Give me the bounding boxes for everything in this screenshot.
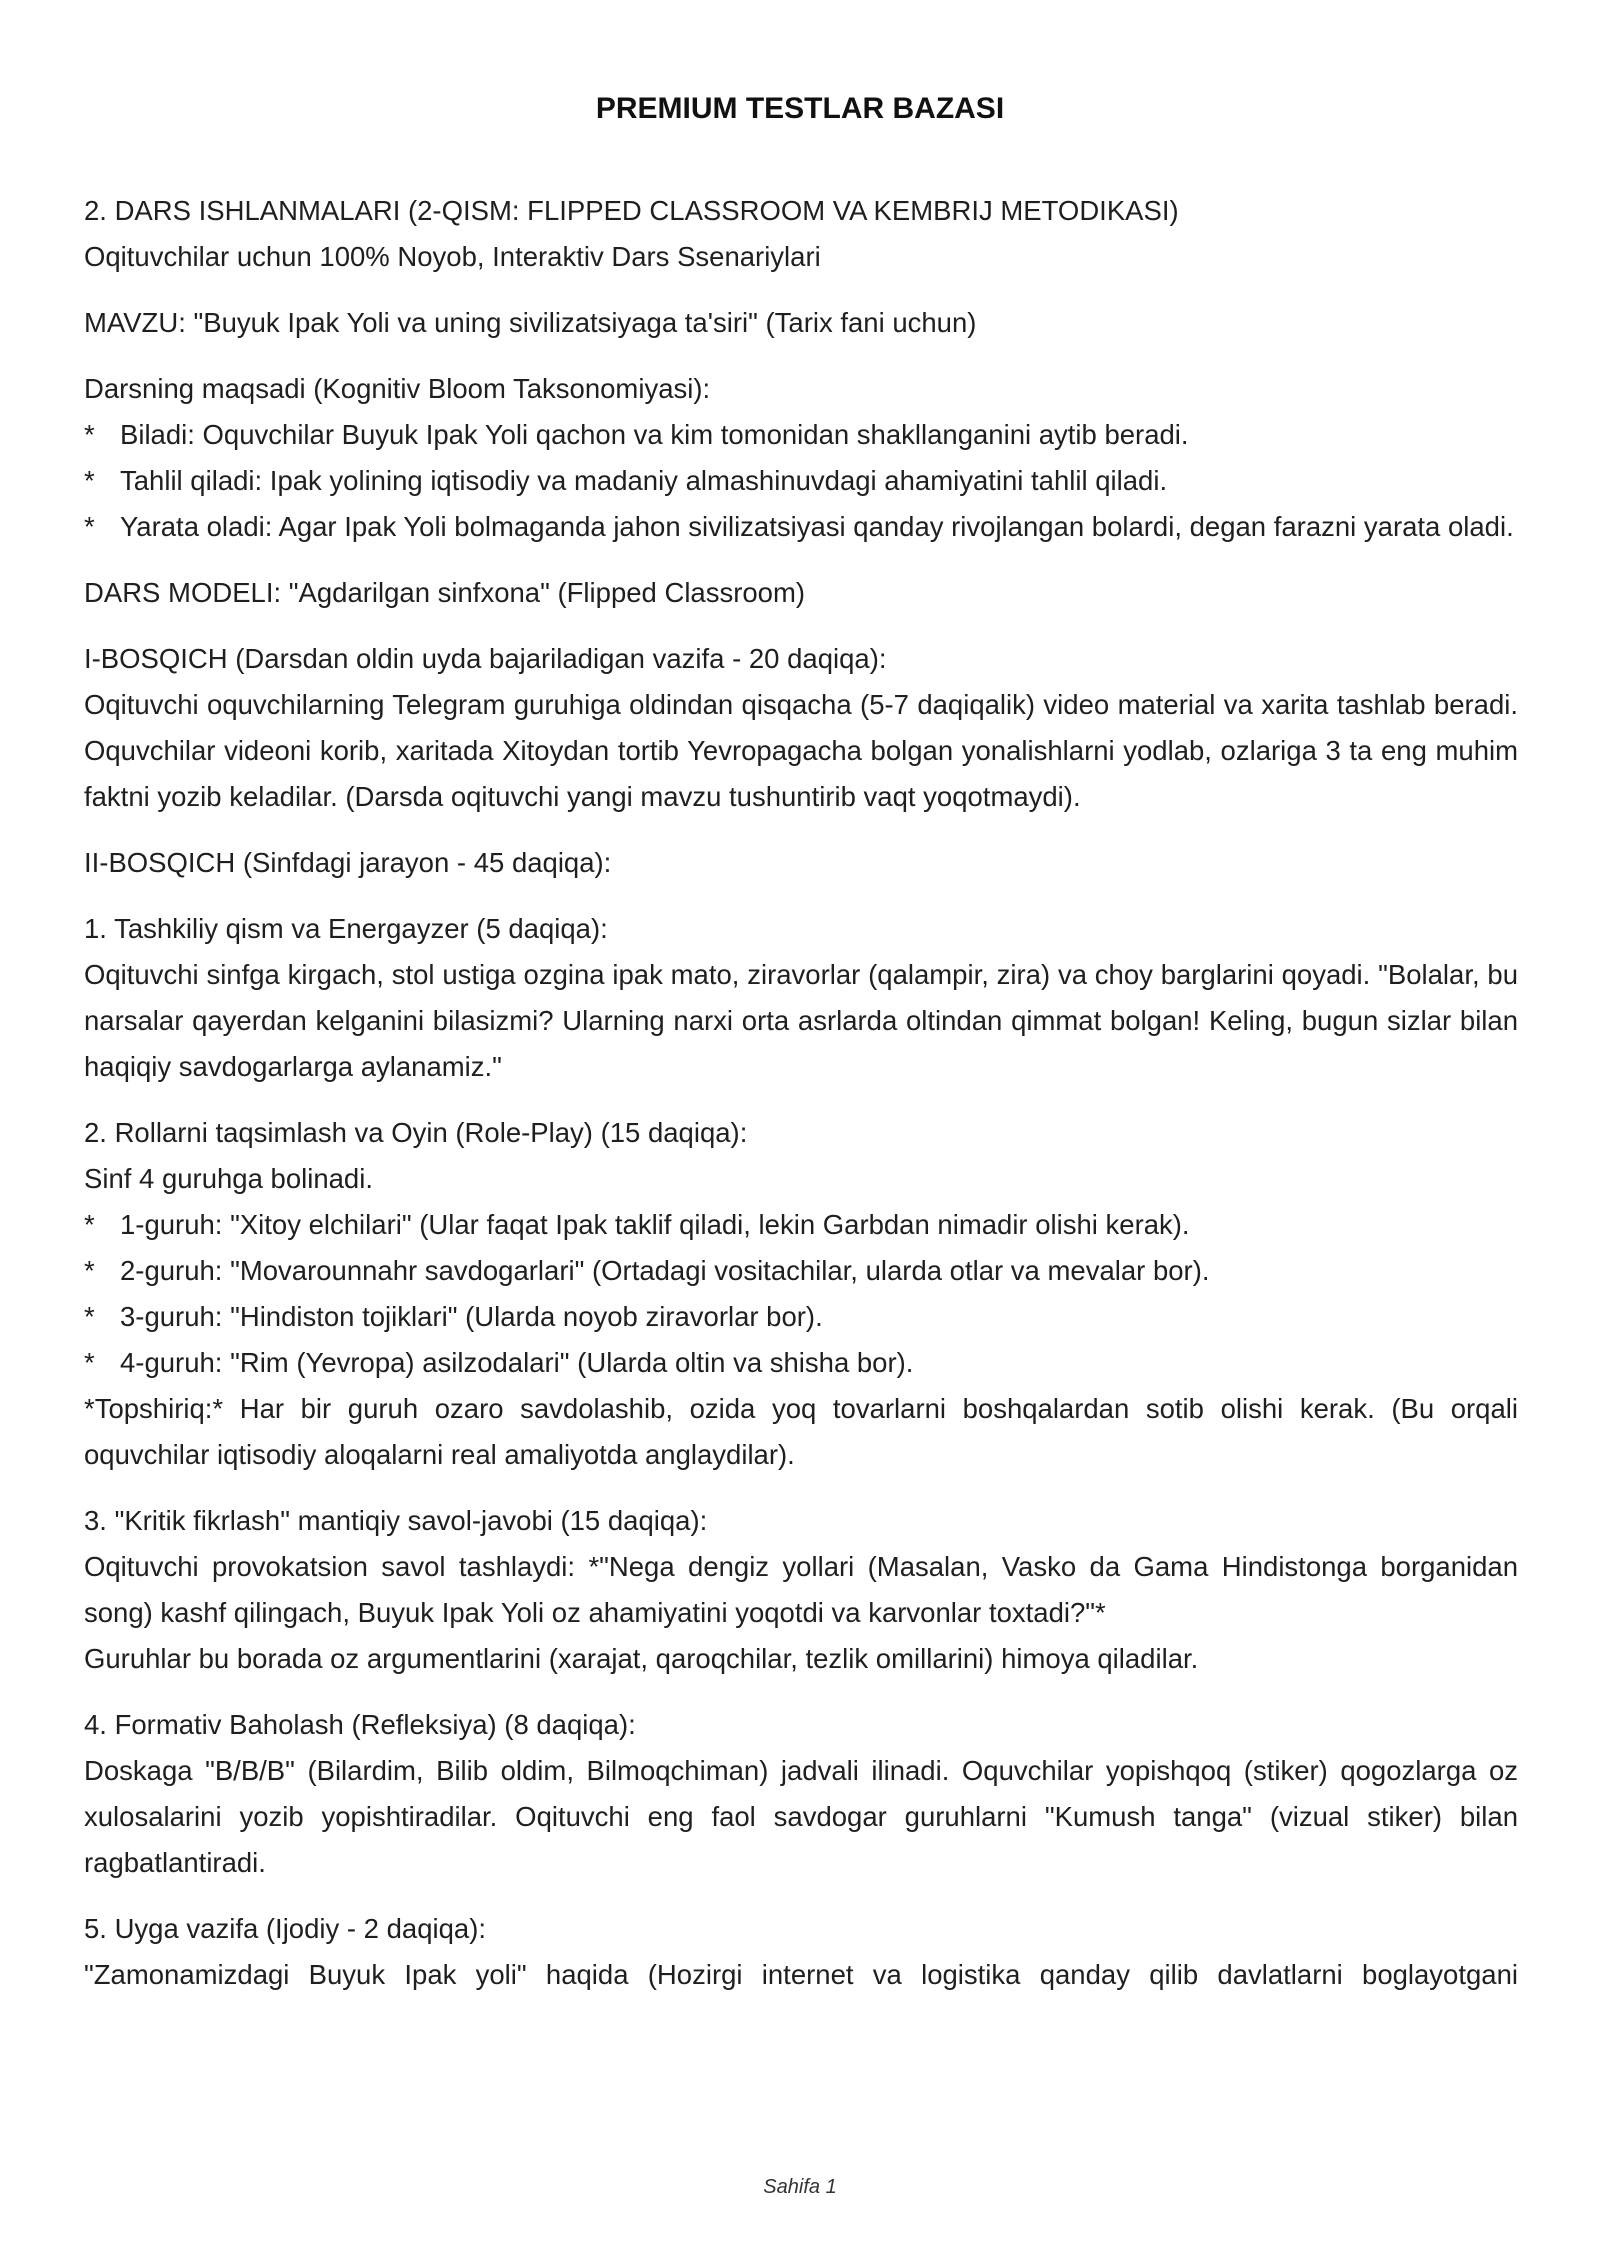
topic-line: MAVZU: "Buyuk Ipak Yoli va uning sivilizatsiyaga ta'siri" (Tarix fani uchun) [84,307,977,338]
goal-text: Yarata oladi: Agar Ipak Yoli bolmaganda jahon sivilizatsiyasi qanday rivojlangan bolardi, degan farazni yarata oladi. [120,511,1514,542]
step2-heading: 2. Rollarni taqsimlash va Oyin (Role-Play) (15 daqiqa): [84,1117,748,1148]
group-item [84,1340,1518,1386]
goal-item [84,504,1518,550]
stage1-heading: I-BOSQICH (Darsdan oldin uyda bajariladigan vazifa - 20 daqiqa): [84,643,887,674]
lesson-model: DARS MODELI: "Agdarilgan sinfxona" (Flipped Classroom) [84,577,806,608]
bullet-marker: * [84,1255,95,1286]
bullet-marker: * [84,419,95,450]
section-subheading: Oqituvchilar uchun 100% Noyob, Interaktiv Dars Ssenariylari [84,241,821,272]
bullet-marker: * [84,511,95,542]
bullet-marker: * [84,465,95,496]
section-heading: 2. DARS ISHLANMALARI (2-QISM: FLIPPED CLASSROOM VA KEMBRIJ METODIKASI) [84,195,1179,226]
section-header-block [84,188,1518,280]
group-item [84,1248,1518,1294]
goal-text: Tahlil qiladi: Ipak yolining iqtisodiy va madaniy almashinuvdagi ahamiyatini tahlil qiladi. [120,465,1168,496]
step3-heading: 3. "Kritik fikrlash" mantiqiy savol-javobi (15 daqiqa): [84,1505,708,1536]
bullet-marker: * [84,1209,95,1240]
bullet-marker: * [84,1347,95,1378]
step3-text: Oqituvchi provokatsion savol tashlaydi: *"Nega dengiz yollari (Masalan, Vasko da Gama Hindistonga borganidan song) kashf qilingach, Buyuk Ipak Yoli oz ahamiyatini yoqotdi va karvonlar toxtadi?"* [84,1551,1518,1628]
document-body [84,188,1518,2018]
step2-intro: Sinf 4 guruhga bolinadi. [84,1163,373,1194]
step1-heading: 1. Tashkiliy qism va Energayzer (5 daqiqa): [84,913,608,944]
step1-text: Oqituvchi sinfga kirgach, stol ustiga ozgina ipak mato, ziravorlar (qalampir, zira) va choy barglarini qoyadi. "Bolalar, bu narsalar qayerdan kelganini bilasizmi? Ularning narxi orta asrlarda oltindan qimmat bolgan! Keling, bugun sizlar bilan haqiqiy savdogarlarga aylanamiz." [84,959,1518,1082]
goals-heading: Darsning maqsadi (Kognitiv Bloom Taksonomiyasi): [84,373,711,404]
page-title: PREMIUM TESTLAR BAZASI [595,92,1005,125]
step2-task: *Topshiriq:* Har bir guruh ozaro savdolashib, ozida yoq tovarlarni boshqalardan sotib olishi kerak. (Bu orqali oquvchilar iqtisodiy aloqalarni real amaliyotda anglaydilar). [84,1393,1518,1470]
goal-item [84,458,1518,504]
step2-block [84,1110,1518,1478]
group-item [84,1202,1518,1248]
goal-text: Biladi: Oquvchilar Buyuk Ipak Yoli qachon va kim tomonidan shakllanganini aytib beradi. [120,419,1189,450]
step4-heading: 4. Formativ Baholash (Refleksiya) (8 daqiqa): [84,1709,636,1740]
step4-text: Doskaga "B/B/B" (Bilardim, Bilib oldim, Bilmoqchiman) jadvali ilinadi. Oquvchilar yopishqoq (stiker) qogozlarga oz xulosalarini yozib yopishtiradilar. Oqituvchi eng faol savdogar guruhlarni "Kumush tanga" (vizual stiker) bilan ragbatlantiradi. [84,1755,1518,1878]
goal-item [84,412,1518,458]
stage2-heading: II-BOSQICH (Sinfdagi jarayon - 45 daqiqa): [84,847,612,878]
stage1-block [84,636,1518,820]
page-number: Sahifa 1 [763,2176,837,2198]
step1-block [84,906,1518,1090]
group-text: 2-guruh: "Movarounnahr savdogarlari" (Ortadagi vositachilar, ularda otlar va mevalar bor). [120,1255,1210,1286]
goals-block [84,366,1518,550]
step3-block [84,1498,1518,1682]
step5-text: "Zamonamizdagi Buyuk Ipak yoli" haqida (Hozirgi internet va logistika qanday qilib davlatlarni boglayotgani [84,1959,1518,1990]
group-text: 3-guruh: "Hindiston tojiklari" (Ularda noyob ziravorlar bor). [120,1301,823,1332]
stage1-text: Oqituvchi oquvchilarning Telegram guruhiga oldindan qisqacha (5-7 daqiqalik) video material va xarita tashlab beradi. Oquvchilar videoni korib, xaritada Xitoydan tortib Yevropagacha bolgan yonalishlarni yodlab, ozlariga 3 ta eng muhim faktni yozib keladilar. (Darsda oqituvchi yangi mavzu tushuntirib vaqt yoqotmaydi). [84,689,1518,812]
group-text: 1-guruh: "Xitoy elchilari" (Ular faqat Ipak taklif qiladi, lekin Garbdan nimadir olishi kerak). [120,1209,1190,1240]
group-item [84,1294,1518,1340]
bullet-marker: * [84,1301,95,1332]
step5-heading: 5. Uyga vazifa (Ijodiy - 2 daqiqa): [84,1913,486,1944]
step5-block [84,1906,1518,1998]
group-text: 4-guruh: "Rim (Yevropa) asilzodalari" (Ularda oltin va shisha bor). [120,1347,914,1378]
step3-text-2: Guruhlar bu borada oz argumentlarini (xarajat, qaroqchilar, tezlik omillarini) himoya qiladilar. [84,1643,1199,1674]
step4-block [84,1702,1518,1886]
